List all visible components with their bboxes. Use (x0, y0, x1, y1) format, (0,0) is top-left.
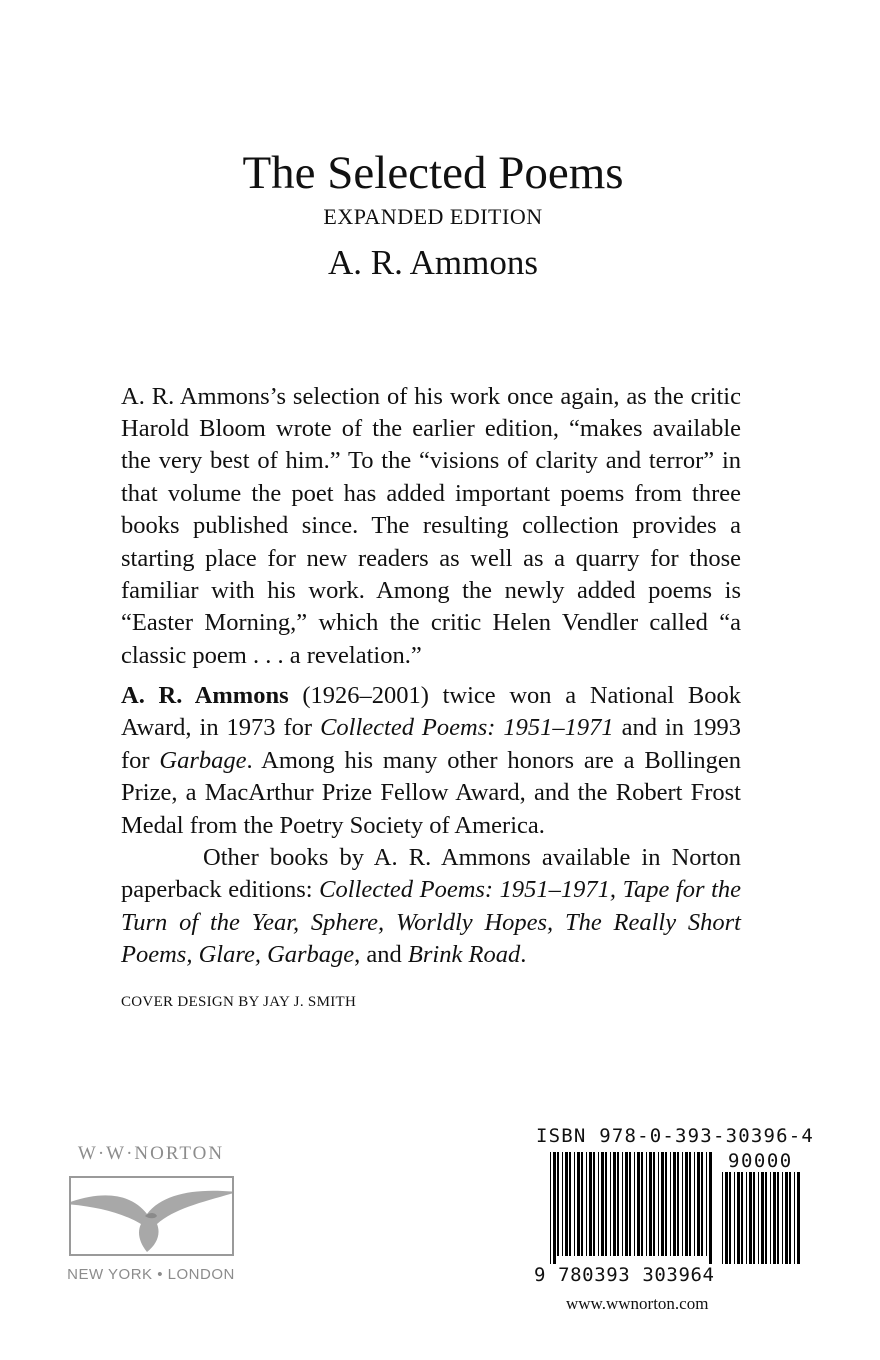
bio-book-title: Collected Poems: 1951–1971 (320, 714, 614, 742)
barcode-bar (753, 1172, 755, 1264)
barcode-bar (598, 1152, 599, 1256)
barcode-bar (722, 1172, 723, 1264)
barcode-bar (613, 1152, 616, 1256)
barcode-bar (737, 1172, 740, 1264)
barcode-bar (761, 1172, 764, 1264)
barcode-bar (709, 1152, 712, 1264)
other-books-paragraph (121, 842, 741, 972)
barcode-bar (577, 1152, 580, 1256)
barcode-bar (782, 1172, 783, 1264)
publisher-cities: NEW YORK • LONDON (67, 1266, 235, 1283)
edition-label: EXPANDED EDITION (323, 204, 543, 229)
bio-paragraph (121, 680, 741, 842)
barcode-bar (634, 1152, 635, 1256)
barcode-bar (565, 1152, 568, 1256)
barcode-bar (794, 1172, 795, 1264)
barcode-bar (625, 1152, 628, 1256)
publisher-name: W·W·NORTON (77, 1143, 225, 1164)
barcode-bar (610, 1152, 611, 1256)
barcode-bar (557, 1152, 559, 1256)
barcode-digits: 9 780393 303964 (534, 1264, 715, 1286)
barcode-bar (553, 1152, 556, 1264)
barcode-bar (661, 1152, 664, 1256)
book-title: The Selected Poems (242, 147, 624, 199)
barcode-bar (589, 1152, 592, 1256)
barcode-bar (622, 1152, 623, 1256)
publisher-logo (69, 1176, 234, 1256)
barcode-bar (797, 1172, 800, 1264)
author-bio (121, 680, 741, 972)
barcode-bar (649, 1152, 652, 1256)
publisher-website: www.wwnorton.com (566, 1294, 709, 1313)
bio-author-name: A. R. Ammons (121, 682, 289, 709)
barcode-bar (605, 1152, 607, 1256)
barcode-bar (749, 1172, 752, 1264)
barcode-bar (734, 1172, 735, 1264)
barcode-bar (785, 1172, 788, 1264)
barcode-bar (665, 1152, 667, 1256)
barcode-bar (706, 1152, 707, 1256)
barcode-bar (777, 1172, 779, 1264)
barcode-bar (646, 1152, 647, 1256)
barcode-bar (746, 1172, 747, 1264)
barcode-bar (670, 1152, 671, 1256)
price-barcode (722, 1172, 802, 1264)
barcode-bar (574, 1152, 575, 1256)
other-books-intro: Other books by A. R. Ammons available in Norton paperback editions: (121, 844, 741, 904)
barcode-bar (586, 1152, 587, 1256)
other-books-list: Collected Poems: 1951–1971, Tape for the Turn of the Year, Sphere, Worldly Hopes, The Really Short Poems, Glare, Garbage (121, 876, 741, 969)
other-books-text: , and (354, 941, 408, 969)
barcode-bar (741, 1172, 743, 1264)
barcode-bar (685, 1152, 688, 1256)
barcode-bar (701, 1152, 703, 1256)
barcode-bar (773, 1172, 776, 1264)
barcode-bar (758, 1172, 759, 1264)
barcode-bar (697, 1152, 700, 1256)
barcode-bar (581, 1152, 583, 1256)
other-books-last: Brink Road (407, 941, 521, 969)
cover-credit: COVER DESIGN BY JAY J. SMITH (121, 994, 357, 1010)
barcode-bar (673, 1152, 676, 1256)
barcode-bar (729, 1172, 731, 1264)
price-code: 90000 (728, 1150, 793, 1172)
barcode-bar (641, 1152, 643, 1256)
bio-text: . Among his many other honors are a Bollingen Prize, a MacArthur Prize Fellow Award, and the Robert Frost Medal from the Poetry Society of America. (121, 746, 741, 839)
bio-book-title: Garbage (159, 746, 247, 774)
barcode-bar (789, 1172, 791, 1264)
barcode-bar (694, 1152, 695, 1256)
seagull-icon (71, 1178, 232, 1254)
barcode-bar (593, 1152, 595, 1256)
other-books-text: . (520, 941, 527, 969)
barcode-bar (629, 1152, 631, 1256)
barcode-bar (562, 1152, 563, 1256)
barcode-bar (617, 1152, 619, 1256)
barcode-bar (689, 1152, 691, 1256)
barcode-bar (569, 1152, 571, 1256)
barcode-bar (637, 1152, 640, 1256)
author-name: A. R. Ammons (327, 243, 539, 282)
barcode-bar (601, 1152, 604, 1256)
barcode-bar (550, 1152, 551, 1264)
bio-text: and in 1993 for (121, 714, 741, 774)
barcode-bar (682, 1152, 683, 1256)
barcode-bar (658, 1152, 659, 1256)
isbn-text: ISBN 978-0-393-30396-4 (536, 1125, 815, 1147)
barcode-bar (653, 1152, 655, 1256)
barcode-bar (765, 1172, 767, 1264)
bio-text: (1926–2001) twice won a National Book Award, in 1973 for (121, 682, 741, 742)
barcode-bar (677, 1152, 679, 1256)
book-description: A. R. Ammons’s selection of his work once again, as the critic Harold Bloom wrote of the earlier edition, “makes available the very best of him.” To the “visions of clarity and terror” in that volume the poet has added important poems from three books published since. The resulting collection provides a starting place for new readers as well as a quarry for those familiar with his work. Among the newly added poems is “Easter Morning,” which the critic Helen Vendler called “a classic poem . . . a revelation.” (121, 382, 741, 669)
barcode-bar (770, 1172, 771, 1264)
isbn-barcode (550, 1152, 714, 1264)
barcode-bar (725, 1172, 728, 1264)
